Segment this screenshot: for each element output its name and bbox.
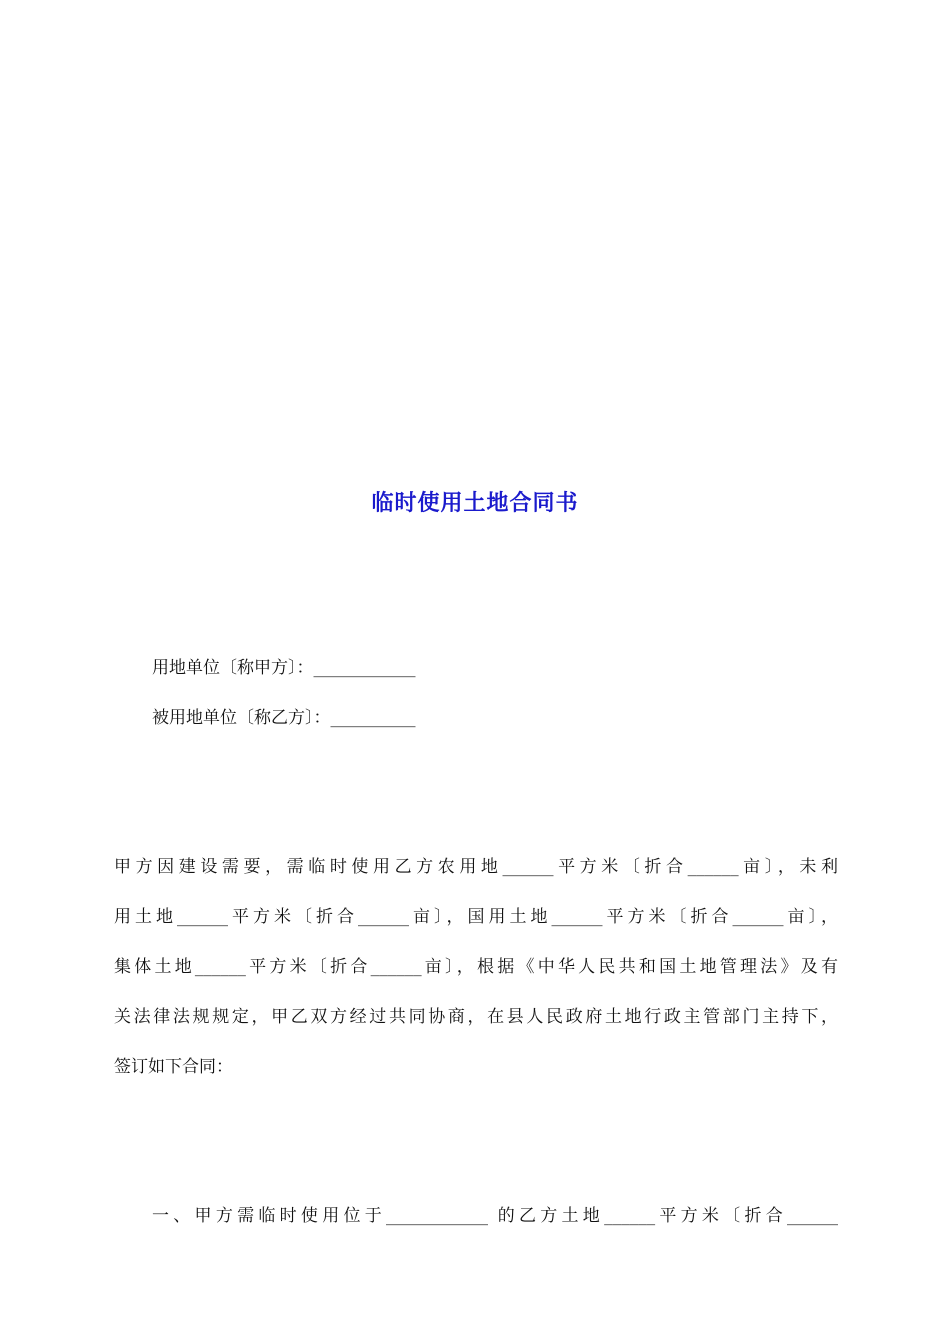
party-b-line: 被用地单位〔称乙方〕：__________ [152, 708, 416, 728]
clause-1-line: 一、甲方需临时使用位于____________ 的乙方土地______平方米〔折合______ [152, 1206, 838, 1226]
party-a-line: 用地单位〔称甲方〕：____________ [152, 658, 416, 678]
document-title: 临时使用土地合同书 [371, 491, 579, 516]
intro-line: 甲方因建设需要，需临时使用乙方农用地______平方米〔折合______亩〕，未利 [114, 857, 838, 877]
intro-line: 签订如下合同： [114, 1057, 233, 1077]
intro-line: 关法律法规规定，甲乙双方经过共同协商，在县人民政府土地行政主管部门主持下， [114, 1007, 838, 1027]
intro-line: 集体土地______平方米〔折合______亩〕，根据《中华人民共和国土地管理法》及有 [114, 957, 838, 977]
intro-line: 用土地______平方米〔折合______亩〕，国用土地______平方米〔折合______亩〕， [114, 907, 838, 927]
